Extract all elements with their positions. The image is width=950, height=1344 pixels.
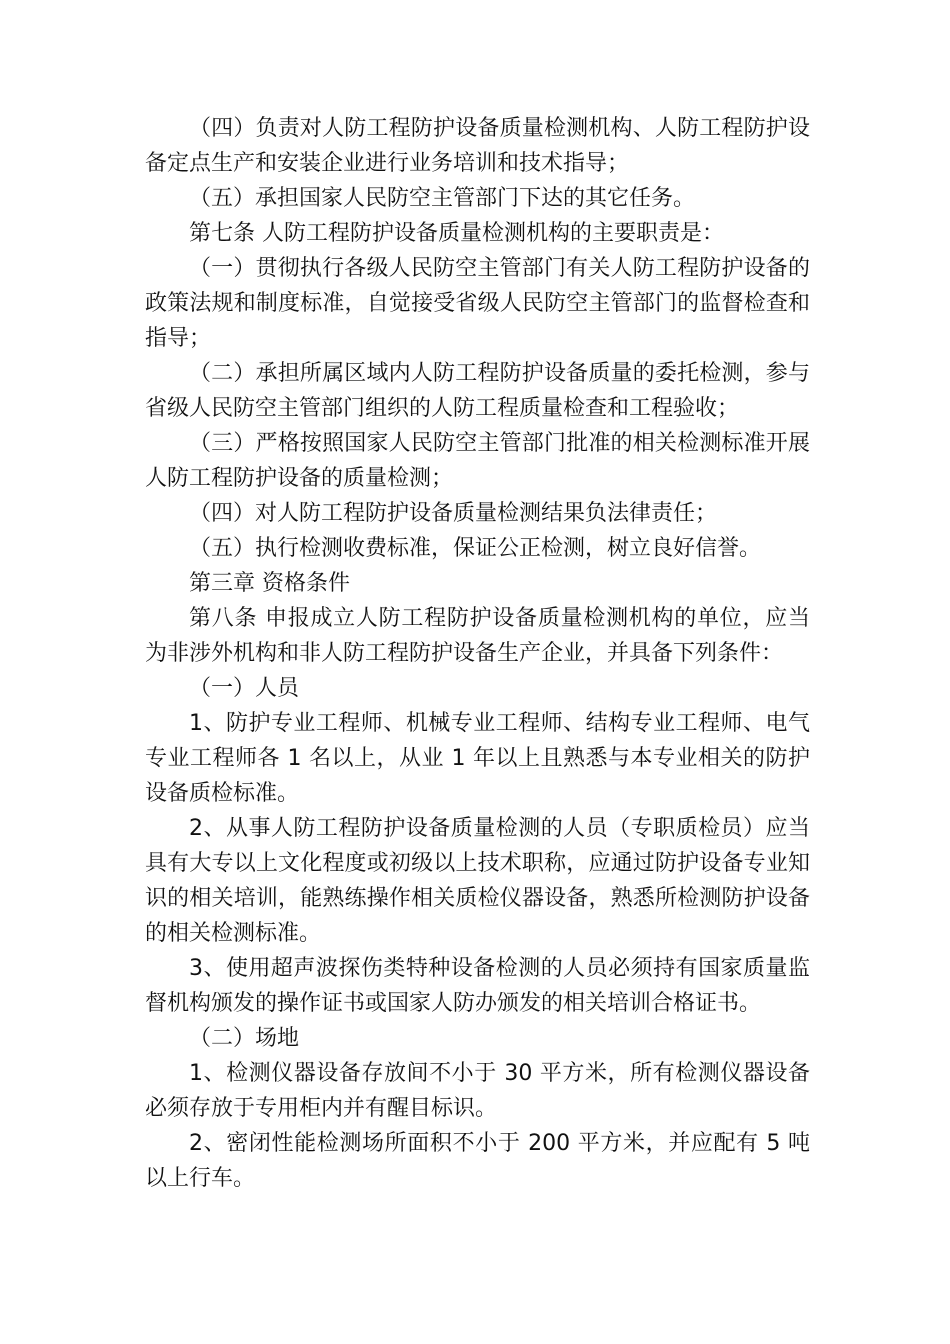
paragraph-personnel-2: 2、从事人防工程防护设备质量检测的人员（专职质检员）应当具有大专以上文化程度或初级以上技术职称，应通过防护设备专业知识的相关培训，能熟练操作相关质检仪器设备，熟悉所检测防护设备的相关检测标准。 [145, 816, 810, 946]
paragraph-article7-item-5: （五）执行检测收费标准，保证公正检测，树立良好信誉。 [189, 536, 762, 561]
paragraph-personnel-3: 3、使用超声波探伤类特种设备检测的人员必须持有国家质量监督机构颁发的操作证书或国家人防办颁发的相关培训合格证书。 [145, 956, 810, 1016]
paragraph-site-2: 2、密闭性能检测场所面积不小于 200 平方米，并应配有 5 吨以上行车。 [145, 1131, 810, 1191]
document-body [145, 111, 810, 1196]
section-personnel-heading: （一）人员 [189, 676, 300, 701]
paragraph-article7-item-1: （一）贯彻执行各级人民防空主管部门有关人防工程防护设备的政策法规和制度标准，自觉接受省级人民防空主管部门的监督检查和指导； [145, 256, 810, 351]
paragraph-article7-item-4: （四）对人防工程防护设备质量检测结果负法律责任； [189, 501, 718, 526]
paragraph-site-1: 1、检测仪器设备存放间不小于 30 平方米，所有检测仪器设备必须存放于专用柜内并有醒目标识。 [145, 1061, 810, 1121]
paragraph-duty-4: （四）负责对人防工程防护设备质量检测机构、人防工程防护设备定点生产和安装企业进行业务培训和技术指导； [145, 116, 810, 176]
paragraph-duty-5: （五）承担国家人民防空主管部门下达的其它任务。 [189, 186, 696, 211]
paragraph-article7-item-2: （二）承担所属区域内人防工程防护设备质量的委托检测，参与省级人民防空主管部门组织的人防工程质量检查和工程验收； [145, 361, 810, 421]
article-8-heading: 第八条 申报成立人防工程防护设备质量检测机构的单位，应当为非涉外机构和非人防工程防护设备生产企业，并具备下列条件： [145, 606, 810, 666]
chapter-3-heading: 第三章 资格条件 [189, 571, 350, 596]
article-7-heading: 第七条 人防工程防护设备质量检测机构的主要职责是： [189, 221, 724, 246]
section-site-heading: （二）场地 [189, 1026, 300, 1051]
paragraph-article7-item-3: （三）严格按照国家人民防空主管部门批准的相关检测标准开展人防工程防护设备的质量检测； [145, 431, 810, 491]
paragraph-personnel-1: 1、防护专业工程师、机械专业工程师、结构专业工程师、电气专业工程师各 1 名以上，从业 1 年以上且熟悉与本专业相关的防护设备质检标准。 [145, 711, 810, 806]
